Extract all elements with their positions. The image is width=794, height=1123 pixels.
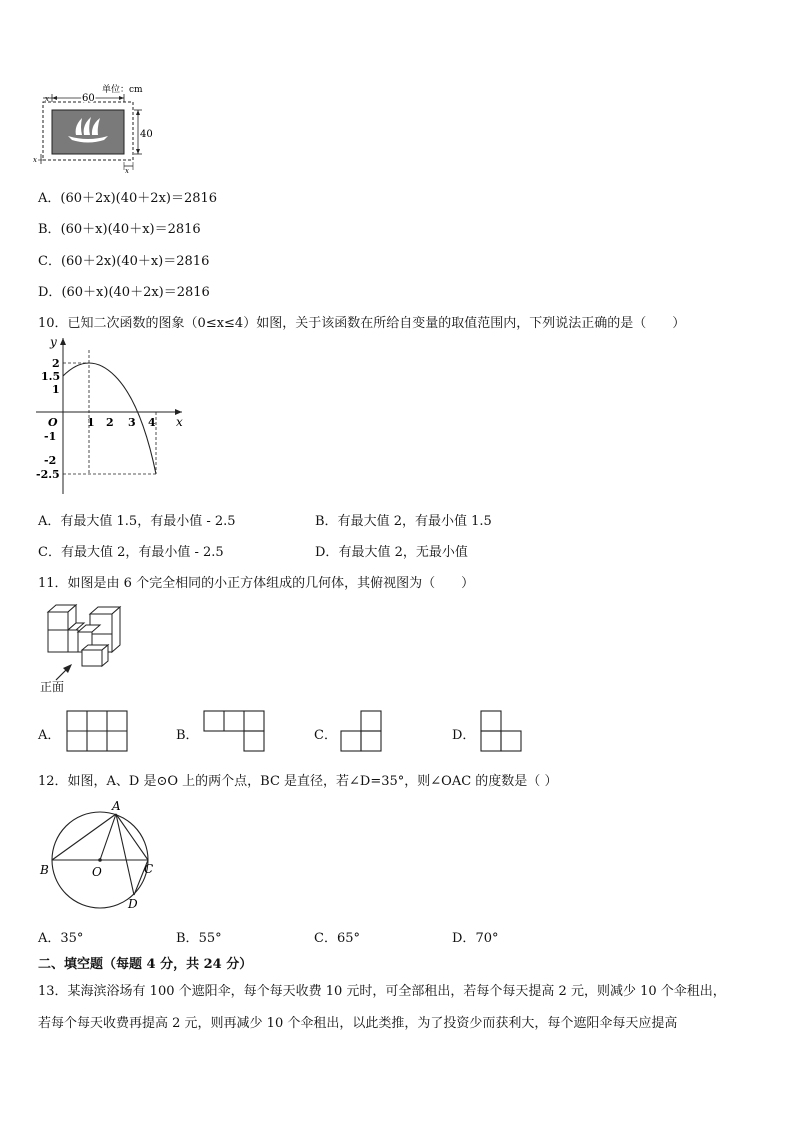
- option-label: A．: [38, 191, 61, 206]
- point-b-label: B: [40, 863, 49, 877]
- option-label: C．: [38, 254, 61, 269]
- y-tick-neg2: -2: [44, 454, 57, 467]
- q11-stem: 11．如图是由 6 个完全相同的小正方体组成的几何体，其俯视图为（ ）: [38, 576, 475, 591]
- q10-option-d: [315, 541, 468, 560]
- y-tick-1.5: 1.5: [41, 370, 61, 383]
- x-tick-1: 1: [87, 416, 95, 429]
- fig9-unit: 单位：cm: [102, 85, 143, 95]
- fig9-margin-left: x: [33, 156, 37, 164]
- q9-option-d: [38, 281, 210, 300]
- option-text: 70°: [475, 931, 499, 946]
- q11-option-b-label: B．: [176, 728, 199, 743]
- q12-stem: 12．如图，A、D 是⊙O 上的两个点，BC 是直径，若∠D=35°，则∠OAC 的度数是（ ）: [38, 774, 558, 789]
- q13-line-2: 若每个每天收费再提高 2 元，则再减少 10 个伞租出，以此类推，为了投资少而获利大，每个遮阳伞每天应提高: [38, 1016, 678, 1031]
- q12-option-b: [176, 927, 222, 946]
- q12-circle-figure: [36, 800, 166, 910]
- x-tick-3: 3: [128, 416, 136, 429]
- q11-option-d-label: D．: [452, 728, 476, 743]
- option-text: (60＋x)(40＋2x)＝2816: [61, 285, 210, 300]
- section-title: 二、填空题（每题 4 分，共 24 分）: [38, 957, 253, 972]
- q10-option-a: [38, 510, 236, 529]
- point-a-label: A: [112, 799, 121, 813]
- option-label: D．: [452, 931, 476, 946]
- q13-line-1: 13．某海滨浴场有 100 个遮阳伞，每个每天收费 10 元时，可全部租出，若每个每天提高 2 元，则减少 10 个伞租出，: [38, 984, 726, 999]
- option-text: (60＋2x)(40＋x)＝2816: [60, 254, 210, 269]
- q10-stem: 10．已知二次函数的图象（0≤x≤4）如图，关于该函数在所给自变量的取值范围内，下列说法正确的是（ ）: [38, 316, 686, 331]
- option-text: 有最大值 2，无最小值: [338, 545, 468, 560]
- option-label: A．: [38, 931, 61, 946]
- y-axis-label: y: [50, 335, 57, 349]
- option-text: 55°: [198, 931, 222, 946]
- q9-option-c: [38, 250, 209, 269]
- option-text: 有最大值 2，有最小值 - 2.5: [60, 545, 224, 560]
- q10-option-c: [38, 541, 224, 560]
- y-tick-neg2.5: -2.5: [36, 468, 60, 481]
- point-d-label: D: [128, 897, 138, 911]
- option-label: D．: [315, 545, 339, 560]
- fig9-margin-bottom: x: [125, 167, 129, 175]
- option-label: A．: [38, 514, 61, 529]
- q11-option-a-view: [66, 710, 130, 754]
- q11-option-d-view: [480, 710, 524, 754]
- q11-option-c-view: [340, 710, 384, 754]
- q12-option-a: [38, 927, 83, 946]
- frame-figure: [33, 82, 156, 178]
- option-label: C．: [38, 545, 61, 560]
- option-text: 有最大值 1.5，有最小值 - 2.5: [60, 514, 236, 529]
- front-label: 正面: [40, 680, 65, 694]
- q11-option-a-label: A．: [38, 728, 61, 743]
- option-text: 35°: [60, 931, 84, 946]
- option-label: B．: [315, 514, 338, 529]
- fig9-margin-top: x: [45, 95, 49, 103]
- q10-option-b: [315, 510, 492, 529]
- y-tick-neg1: -1: [44, 430, 57, 443]
- x-tick-4: 4: [148, 416, 156, 429]
- option-label: C．: [314, 931, 337, 946]
- option-text: 有最大值 2，有最小值 1.5: [337, 514, 492, 529]
- option-label: B．: [38, 222, 61, 237]
- x-axis-label: x: [176, 415, 183, 429]
- q11-option-b-view: [203, 710, 267, 754]
- y-tick-2: 2: [52, 357, 60, 370]
- point-o-label: O: [92, 865, 102, 879]
- q9-option-b: [38, 218, 201, 237]
- fig9-height: 40: [140, 129, 153, 140]
- option-label: B．: [176, 931, 199, 946]
- option-label: D．: [38, 285, 62, 300]
- q12-option-c: [314, 927, 360, 946]
- point-c-label: C: [144, 862, 154, 876]
- option-text: 65°: [336, 931, 360, 946]
- origin-label: O: [48, 416, 58, 429]
- y-tick-1: 1: [52, 383, 60, 396]
- fig9-width: 60: [82, 93, 95, 104]
- q10-parabola-graph: [30, 334, 190, 500]
- option-text: (60＋x)(40＋x)＝2816: [60, 222, 201, 237]
- q9-option-a: [38, 187, 217, 206]
- q11-option-c-label: C．: [314, 728, 337, 743]
- x-tick-2: 2: [106, 416, 114, 429]
- option-text: (60＋2x)(40＋2x)＝2816: [60, 191, 218, 206]
- q12-option-d: [452, 927, 498, 946]
